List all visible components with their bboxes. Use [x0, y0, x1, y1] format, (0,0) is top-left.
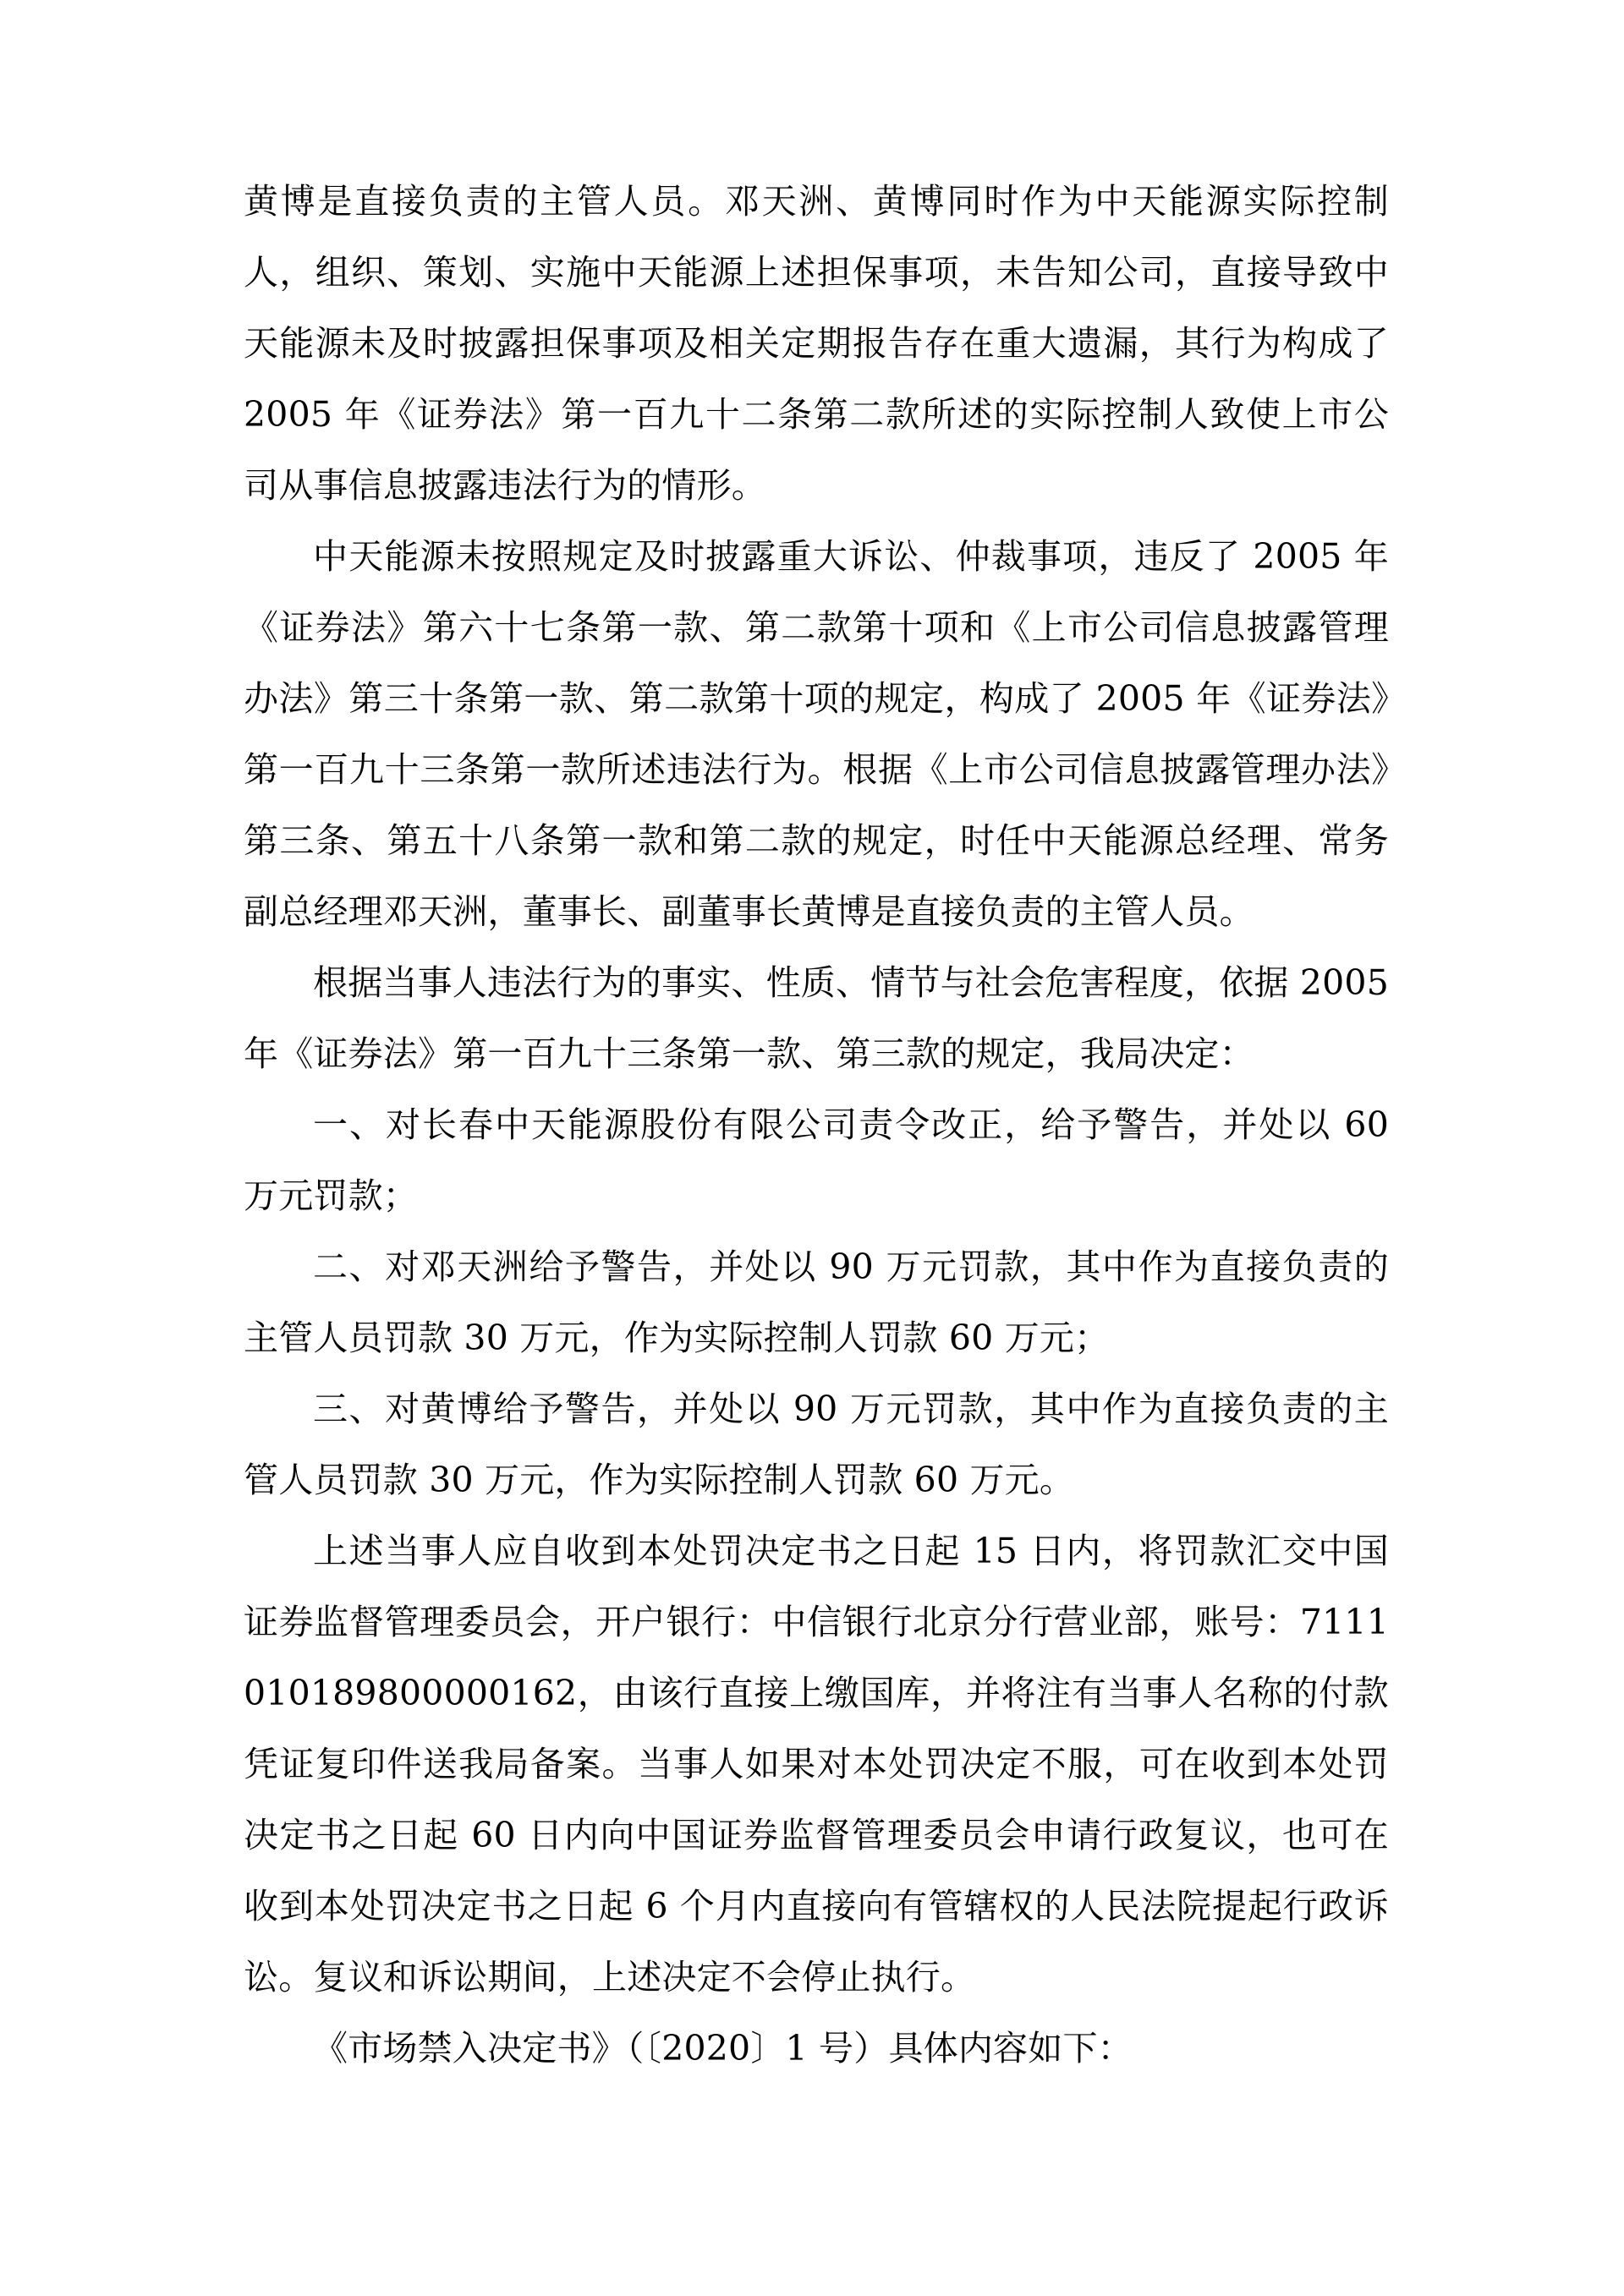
- paragraph-penalty-item-one: 一、对长春中天能源股份有限公司责令改正，给予警告，并处以 60 万元罚款；: [244, 1104, 1389, 1216]
- paragraph-penalty-item-three: 三、对黄博给予警告，并处以 90 万元罚款，其中作为直接负责的主管人员罚款 30 万元，作为实际控制人罚款 60 万元。: [244, 1389, 1389, 1500]
- paragraph-penalty-item-two: 二、对邓天洲给予警告，并处以 90 万元罚款，其中作为直接负责的主管人员罚款 30 万元，作为实际控制人罚款 60 万元；: [244, 1247, 1389, 1358]
- paragraph-payment-and-appeal-instructions: 上述当事人应自收到本处罚决定书之日起 15 日内，将罚款汇交中国证券监督管理委员会，开户银行：中信银行北京分行营业部，账号：7111010189800000162，由该行直接上缴国库，并将注有当事人名称的付款凭证复印件送我局备案。当事人如果对本处罚决定不服，可在收到本处罚决定书之日起 60 日内向中国证券监督管理委员会申请行政复议，也可在收到本处罚决定书之日起 6 个月内直接向有管辖权的人民法院提起行政诉讼。复议和诉讼期间，上述决定不会停止执行。: [244, 1531, 1389, 1997]
- paragraph-disclosure-violation: 中天能源未按照规定及时披露重大诉讼、仲裁事项，违反了 2005 年《证券法》第六十七条第一款、第二款第十项和《上市公司信息披露管理办法》第三十条第一款、第二款第十项的规定，构成了 2005 年《证券法》第一百九十三条第一款所述违法行为。根据《上市公司信息披露管理办法》第三条、第五十八条第一款和第二款的规定，时任中天能源总经理、常务副总经理邓天洲，董事长、副董事长黄博是直接负责的主管人员。: [244, 536, 1389, 932]
- paragraph-market-ban-reference: 《市场禁入决定书》（〔2020〕1 号）具体内容如下：: [313, 2028, 1133, 2069]
- document-text-body: [244, 166, 1389, 2084]
- paragraph-decision-basis: 根据当事人违法行为的事实、性质、情节与社会危害程度，依据 2005 年《证券法》第一百九十三条第一款、第三款的规定，我局决定：: [244, 962, 1389, 1074]
- paragraph-continuation-liability: 黄博是直接负责的主管人员。邓天洲、黄博同时作为中天能源实际控制人，组织、策划、实施中天能源上述担保事项，未告知公司，直接导致中天能源未及时披露担保事项及相关定期报告存在重大遗漏，其行为构成了 2005 年《证券法》第一百九十二条第二款所述的实际控制人致使上市公司从事信息披露违法行为的情形。: [244, 181, 1389, 506]
